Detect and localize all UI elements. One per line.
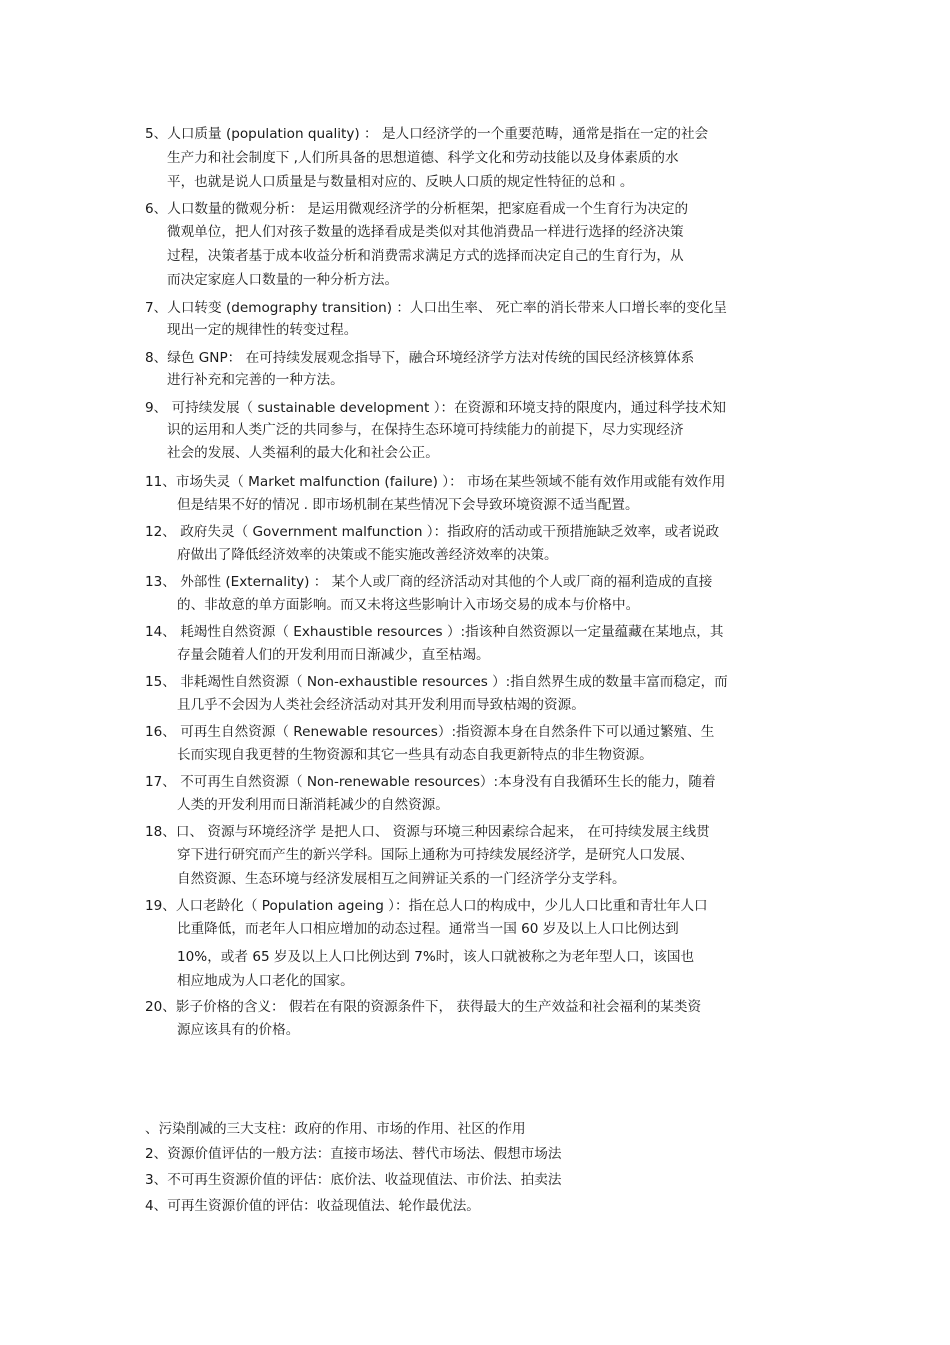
text-line: 5、人口质量 (population quality) ： 是人口经济学的一个重要范畴，通常是指在一定的社会 bbox=[145, 126, 709, 142]
text-line: 7、人口转变 (demography transition) ：人口出生率、 死亡率的消长带来人口增长率的变化呈 bbox=[145, 300, 727, 316]
text-line: 8、绿色 GNP： 在可持续发展观念指导下，融合环境经济学方法对传统的国民经济核算体系 bbox=[145, 350, 695, 366]
text-line: 10%，或者 65 岁及以上人口比例达到 7%时，该人口就被称之为老年型人口，该国也 bbox=[177, 949, 695, 965]
text-line: 府做出了降低经济效率的决策或不能实施改善经济效率的决策。 bbox=[177, 547, 558, 563]
text-line: 且几乎不会因为人类社会经济活动对其开发利用而导致枯竭的资源。 bbox=[177, 697, 585, 713]
text-line: 人类的开发利用而日渐消耗减少的自然资源。 bbox=[177, 797, 449, 813]
text-line: 12、 政府失灵（ Government malfunction ）：指政府的活动或干预措施缺乏效率，或者说政 bbox=[145, 524, 720, 540]
text-line: 13、 外部性 (Externality) ： 某个人或厂商的经济活动对其他的个人或厂商的福利造成的直接 bbox=[145, 574, 713, 590]
text-line: 17、 不可再生自然资源（ Non-renewable resources）:本身没有自我循环生长的能力，随着 bbox=[145, 774, 716, 790]
text-line: 现出一定的规律性的转变过程。 bbox=[167, 322, 358, 338]
text-line: 的、非故意的单方面影响。而又未将这些影响计入市场交易的成本与价格中。 bbox=[177, 597, 640, 613]
text-line: 微观单位，把人们对孩子数量的选择看成是类似对其他消费品一样进行选择的经济决策 bbox=[167, 224, 684, 240]
text-line: 进行补充和完善的一种方法。 bbox=[167, 372, 344, 388]
text-line: 社会的发展、人类福利的最大化和社会公正。 bbox=[167, 445, 439, 461]
text-line: 源应该具有的价格。 bbox=[177, 1022, 300, 1038]
text-line: 识的运用和人类广泛的共同参与，在保持生态环境可持续能力的前提下，尽力实现经济 bbox=[167, 422, 684, 438]
text-line: 11、市场失灵（ Market malfunction (failure) ）： 市场在某些领域不能有效作用或能有效作用 bbox=[145, 474, 726, 490]
text-line: 9、 可持续发展（ sustainable development ）：在资源和环境支持的限度内，通过科学技术知 bbox=[145, 400, 726, 416]
text-line: 存量会随着人们的开发利用而日渐减少，直至枯竭。 bbox=[177, 647, 490, 663]
text-line: 相应地成为人口老化的国家。 bbox=[177, 973, 354, 989]
text-line: 18、口、 资源与环境经济学 是把人口、 资源与环境三种因素综合起来， 在可持续发展主线贯 bbox=[145, 824, 710, 840]
list-item: 、污染削减的三大支柱：政府的作用、市场的作用、社区的作用 bbox=[145, 1121, 526, 1137]
text-line: 19、人口老龄化（ Population ageing ）：指在总人口的构成中，少儿人口比重和青壮年人口 bbox=[145, 898, 708, 914]
text-line: 自然资源、生态环境与经济发展相互之间辨证关系的一门经济学分支学科。 bbox=[177, 871, 626, 887]
text-line: 6、人口数量的微观分析： 是运用微观经济学的分析框架，把家庭看成一个生育行为决定的 bbox=[145, 201, 689, 217]
text-line: 20、影子价格的含义： 假若在有限的资源条件下， 获得最大的生产效益和社会福利的某类资 bbox=[145, 999, 702, 1015]
text-line: 16、 可再生自然资源（ Renewable resources）:指资源本身在自然条件下可以通过繁殖、生 bbox=[145, 724, 715, 740]
list-item: 3、不可再生资源价值的评估：底价法、收益现值法、市价法、拍卖法 bbox=[145, 1172, 562, 1188]
text-line: 14、 耗竭性自然资源（ Exhaustible resources ）:指该种自然资源以一定量蕴藏在某地点，其 bbox=[145, 624, 724, 640]
text-line: 平，也就是说人口质量是与数量相对应的、反映人口质的规定性特征的总和 。 bbox=[167, 174, 634, 190]
text-line: 而决定家庭人口数量的一种分析方法。 bbox=[167, 272, 399, 288]
text-line: 过程，决策者基于成本收益分析和消费需求满足方式的选择而决定自己的生育行为，从 bbox=[167, 248, 684, 264]
list-item: 4、可再生资源价值的评估：收益现值法、轮作最优法。 bbox=[145, 1198, 480, 1214]
text-line: 但是结果不好的情况 . 即市场机制在某些情况下会导致环境资源不适当配置。 bbox=[177, 497, 639, 513]
text-line: 15、 非耗竭性自然资源（ Non-exhaustible resources ）:指自然界生成的数量丰富而稳定，而 bbox=[145, 674, 728, 690]
text-line: 比重降低，而老年人口相应增加的动态过程。通常当一国 60 岁及以上人口比例达到 bbox=[177, 921, 679, 937]
list-item: 2、资源价值评估的一般方法：直接市场法、替代市场法、假想市场法 bbox=[145, 1146, 562, 1162]
text-line: 长而实现自我更替的生物资源和其它一些具有动态自我更新特点的非生物资源。 bbox=[177, 747, 653, 763]
text-line: 穿下进行研究而产生的新兴学科。国际上通称为可持续发展经济学，是研究人口发展、 bbox=[177, 847, 694, 863]
text-line: 生产力和社会制度下 ,人们所具备的思想道德、科学文化和劳动技能以及身体素质的水 bbox=[167, 150, 679, 166]
